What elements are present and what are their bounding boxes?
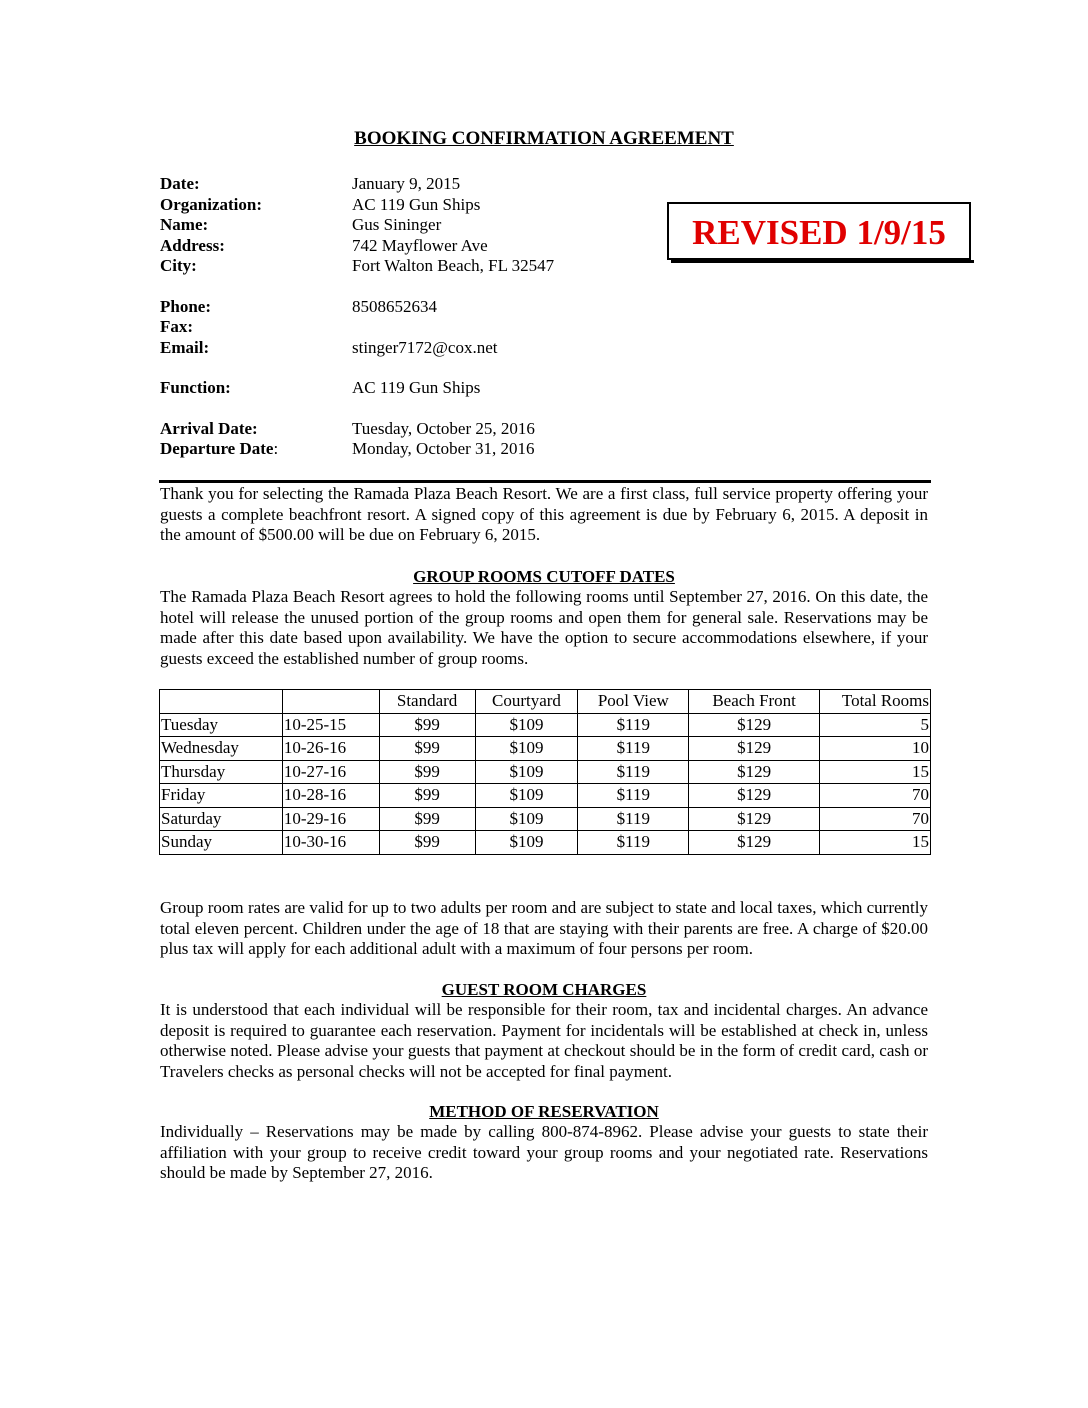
reservation-paragraph: Individually – Reservations may be made by calling 800-874-8962. Please advise your guests to state their affiliation with your group to receive credit toward your group rooms and your negotiated rate. Reservations should be made by September 27, 2016. xyxy=(160,1122,928,1182)
total-rooms-cell: 15 xyxy=(820,831,931,855)
arrival-label: Arrival Date: xyxy=(160,418,258,438)
day-cell: Tuesday xyxy=(160,713,283,737)
cutoff-paragraph: The Ramada Plaza Beach Resort agrees to hold the following rooms until September 27, 2016. On this date, the hotel will release the unused portion of the group rooms and open them for general sale. Reservations may be made after this date based upon availability. We have the option to secure accommodations elsewhere, if your guests exceed the established number of group rooms. xyxy=(160,587,928,668)
date-row xyxy=(160,174,660,195)
header-courtyard: Courtyard xyxy=(475,690,578,714)
group-rooms-table xyxy=(159,689,931,855)
phone-row xyxy=(160,297,660,318)
beach-front-rate-cell: $129 xyxy=(689,713,820,737)
date-label: Date: xyxy=(160,174,200,193)
table-header-row xyxy=(160,690,931,714)
day-cell: Thursday xyxy=(160,760,283,784)
header-cell xyxy=(160,690,283,714)
section-divider xyxy=(159,480,931,483)
name-row xyxy=(160,215,660,236)
arrival-row xyxy=(160,419,660,440)
header-pool-view: Pool View xyxy=(578,690,689,714)
arrival-value: Tuesday, October 25, 2016 xyxy=(352,418,535,438)
city-row xyxy=(160,256,660,277)
document-title: BOOKING CONFIRMATION AGREEMENT xyxy=(354,128,734,149)
standard-rate-cell: $99 xyxy=(379,831,475,855)
courtyard-rate-cell: $109 xyxy=(475,831,578,855)
courtyard-rate-cell: $109 xyxy=(475,713,578,737)
fax-row xyxy=(160,317,660,338)
courtyard-rate-cell: $109 xyxy=(475,807,578,831)
address-value: 742 Mayflower Ave xyxy=(352,235,488,255)
standard-rate-cell: $99 xyxy=(379,807,475,831)
departure-label-text: Departure Date xyxy=(160,439,274,458)
total-rooms-cell: 5 xyxy=(820,713,931,737)
date-cell: 10-30-16 xyxy=(282,831,379,855)
total-rooms-cell: 10 xyxy=(820,737,931,761)
standard-rate-cell: $99 xyxy=(379,737,475,761)
name-label: Name: xyxy=(160,215,209,234)
standard-rate-cell: $99 xyxy=(379,784,475,808)
guest-charges-paragraph: It is understood that each individual will be responsible for their room, tax and incidental charges. An advance deposit is required to guarantee each reservation. Payment for incidentals will be established at check in, unless otherwise noted. Please advise your guests that payment at checkout should be in the form of credit card, cash or Travelers checks as personal checks will not be accepted for final payment. xyxy=(160,1000,928,1081)
date-cell: 10-29-16 xyxy=(282,807,379,831)
date-value: January 9, 2015 xyxy=(352,174,461,193)
email-label: Email: xyxy=(160,337,210,357)
address-label: Address: xyxy=(160,235,225,255)
organization-row xyxy=(160,195,660,216)
courtyard-rate-cell: $109 xyxy=(475,737,578,761)
header-total-rooms: Total Rooms xyxy=(820,690,931,714)
pool-view-rate-cell: $119 xyxy=(578,807,689,831)
beach-front-rate-cell: $129 xyxy=(689,737,820,761)
table-row xyxy=(160,784,931,808)
email-value: stinger7172@cox.net xyxy=(352,337,498,357)
day-cell: Friday xyxy=(160,784,283,808)
function-label: Function: xyxy=(160,378,231,397)
standard-rate-cell: $99 xyxy=(379,760,475,784)
guest-charges-heading: GUEST ROOM CHARGES xyxy=(441,980,647,999)
function-value: AC 119 Gun Ships xyxy=(352,378,481,397)
fax-label: Fax: xyxy=(160,317,194,336)
table-row xyxy=(160,713,931,737)
table-row xyxy=(160,831,931,855)
pool-view-rate-cell: $119 xyxy=(578,831,689,855)
reservation-heading: METHOD OF RESERVATION xyxy=(429,1102,659,1121)
city-value: Fort Walton Beach, FL 32547 xyxy=(352,256,555,275)
address-row xyxy=(160,236,660,257)
cutoff-heading: GROUP ROOMS CUTOFF DATES xyxy=(413,567,675,586)
courtyard-rate-cell: $109 xyxy=(475,784,578,808)
pool-view-rate-cell: $119 xyxy=(578,784,689,808)
beach-front-rate-cell: $129 xyxy=(689,760,820,784)
revised-stamp: REVISED 1/9/15 xyxy=(667,202,971,260)
day-cell: Saturday xyxy=(160,807,283,831)
date-cell: 10-25-15 xyxy=(282,713,379,737)
departure-row xyxy=(160,439,660,460)
city-label: City: xyxy=(160,256,197,275)
departure-value: Monday, October 31, 2016 xyxy=(352,439,535,458)
header-cell xyxy=(282,690,379,714)
phone-value: 8508652634 xyxy=(352,296,437,316)
organization-label: Organization: xyxy=(160,194,262,214)
day-cell: Sunday xyxy=(160,831,283,855)
table-row xyxy=(160,760,931,784)
intro-paragraph: Thank you for selecting the Ramada Plaza Beach Resort. We are a first class, full service property offering your guests a complete beachfront resort. A signed copy of this agreement is due by February 6, 2015. A deposit in the amount of $500.00 will be due on February 6, 2015. xyxy=(160,484,928,544)
date-cell: 10-26-16 xyxy=(282,737,379,761)
booking-info xyxy=(160,174,660,460)
date-cell: 10-27-16 xyxy=(282,760,379,784)
total-rooms-cell: 15 xyxy=(820,760,931,784)
organization-value: AC 119 Gun Ships xyxy=(352,194,481,214)
departure-label-colon: : xyxy=(273,439,279,458)
phone-label: Phone: xyxy=(160,296,211,316)
standard-rate-cell: $99 xyxy=(379,713,475,737)
table-row xyxy=(160,807,931,831)
name-value: Gus Sininger xyxy=(352,215,442,234)
beach-front-rate-cell: $129 xyxy=(689,807,820,831)
departure-label xyxy=(160,439,352,460)
email-row xyxy=(160,338,660,359)
rates-paragraph: Group room rates are valid for up to two adults per room and are subject to state and local taxes, which currently total eleven percent. Children under the age of 18 that are staying with their parents are free. A charge of $20.00 plus tax will apply for each additional adult with a maximum of four persons per room. xyxy=(160,898,928,958)
beach-front-rate-cell: $129 xyxy=(689,784,820,808)
function-row xyxy=(160,378,660,399)
date-cell: 10-28-16 xyxy=(282,784,379,808)
pool-view-rate-cell: $119 xyxy=(578,760,689,784)
beach-front-rate-cell: $129 xyxy=(689,831,820,855)
pool-view-rate-cell: $119 xyxy=(578,737,689,761)
header-standard: Standard xyxy=(379,690,475,714)
total-rooms-cell: 70 xyxy=(820,784,931,808)
day-cell: Wednesday xyxy=(160,737,283,761)
table-row xyxy=(160,737,931,761)
header-beach-front: Beach Front xyxy=(689,690,820,714)
courtyard-rate-cell: $109 xyxy=(475,760,578,784)
pool-view-rate-cell: $119 xyxy=(578,713,689,737)
total-rooms-cell: 70 xyxy=(820,807,931,831)
